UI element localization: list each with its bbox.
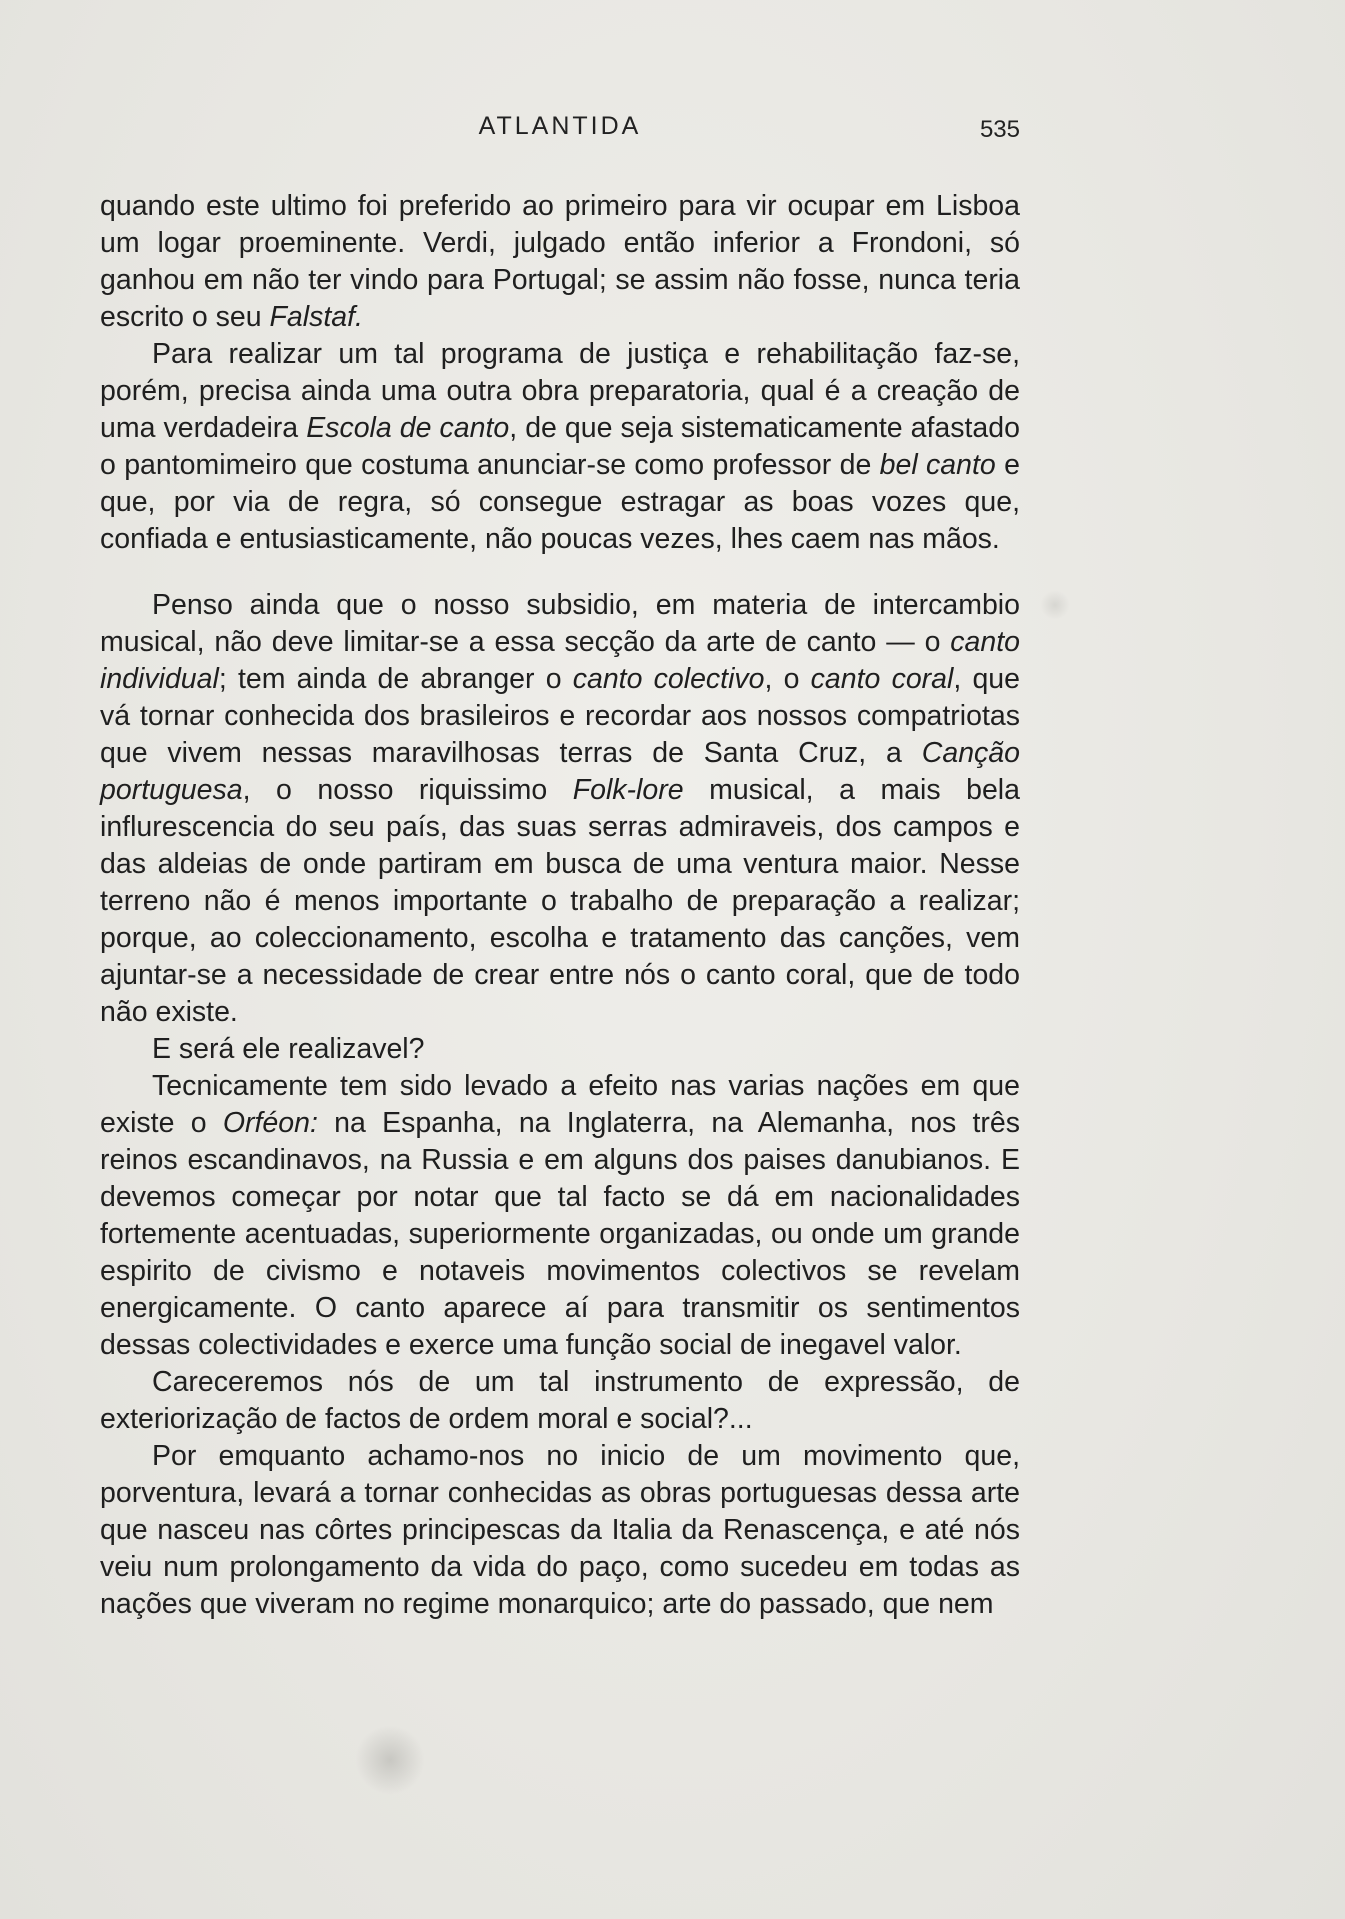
text-run: ; tem ainda de abranger o <box>218 663 573 695</box>
italic-phrase: bel canto <box>879 449 996 481</box>
text-run: , que vá tornar conhecida dos brasileiros e recordar aos nossos compatriotas que vivem nessas maravilhosas terras de Santa Cruz, a <box>100 663 1021 769</box>
text-run: na Espanha, na Inglaterra, na Alemanha, nos três reinos escandinavos, na Russia e em alguns dos paises danubianos. E devemos começar por notar que tal facto se dá em nacionalidades fortemente acentuadas, superiormente organizadas, ou onde um grande espirito de civismo e notaveis movimentos colectivos se revelam energicamente. O canto aparece aí para transmitir os sentimentos dessas colectividades e exerce uma função social de inegavel valor. <box>100 1107 1021 1361</box>
paragraph <box>100 188 1020 336</box>
italic-phrase: canto individual <box>100 626 1020 695</box>
paper-stain <box>1040 590 1070 620</box>
italic-phrase: canto colectivo <box>572 663 765 695</box>
text-run: musical, a mais bela influrescencia do seu país, das suas serras admiraveis, dos campos e das aldeias de onde partiram em busca de uma ventura maior. Nesse terreno não é menos importante o trabalho de preparação a realizar; porque, ao coleccionamento, escolha e tratamento das canções, vem ajuntar-se a necessidade de crear entre nós o canto coral, que de todo não existe. <box>100 774 1020 1028</box>
italic-phrase: Canção portuguesa <box>100 737 1020 806</box>
paragraph <box>100 1438 1020 1623</box>
paper-stain <box>355 1725 425 1795</box>
paragraph <box>100 1031 1020 1068</box>
italic-phrase: Escola de canto <box>306 412 510 444</box>
italic-phrase: Orféon: <box>222 1107 318 1139</box>
page-number: 535 <box>979 116 1020 143</box>
running-title: ATLANTIDA <box>478 112 642 140</box>
paragraph <box>100 1068 1020 1364</box>
text-run: Para realizar um tal programa de justiça e rehabilitação faz-se, porém, precisa ainda uma outra obra preparatoria, qual é a creação de uma verdadeira <box>100 338 1020 444</box>
italic-phrase: canto coral <box>810 663 954 695</box>
text-run: quando este ultimo foi preferido ao primeiro para vir ocupar em Lisboa um logar proeminente. Verdi, julgado então inferior a Frondoni, só ganhou em não ter vindo para Portugal; se assim não fosse, nunca teria escrito o seu <box>100 190 1020 333</box>
text-run: Penso ainda que o nosso subsidio, em materia de intercambio musical, não deve limitar-se a essa secção da arte de canto — o <box>100 589 1020 658</box>
text-run: E será ele realizavel? <box>152 1033 425 1065</box>
italic-phrase: Folk-lore <box>572 774 684 806</box>
text-run: , o nosso riquissimo <box>242 774 573 806</box>
italic-phrase: Falstaf. <box>269 301 363 333</box>
page-header <box>100 112 1020 152</box>
body-text <box>100 188 1020 1623</box>
paragraph <box>100 336 1020 558</box>
paragraph <box>100 1364 1020 1438</box>
text-run: e que, por via de regra, só consegue estragar as boas vozes que, confiada e entusiasticamente, não poucas vezes, lhes caem nas mãos. <box>100 449 1020 555</box>
paragraph <box>100 587 1020 1031</box>
text-run: , de que seja sistematicamente afastado o pantomimeiro que costuma anunciar-se como professor de <box>100 412 1020 481</box>
text-run: , o <box>764 663 811 695</box>
text-run: Careceremos nós de um tal instrumento de expressão, de exteriorização de factos de ordem moral e social?... <box>100 1366 1020 1435</box>
text-run: Tecnicamente tem sido levado a efeito nas varias nações em que existe o <box>100 1070 1020 1139</box>
text-run: Por emquanto achamo-nos no inicio de um movimento que, porventura, levará a tornar conhecidas as obras portuguesas dessa arte que nasceu nas côrtes principescas da Italia da Renascença, e até nós veiu num prolongamento da vida do paço, como sucedeu em todas as nações que viveram no regime monarquico; arte do passado, que nem <box>100 1440 1020 1620</box>
